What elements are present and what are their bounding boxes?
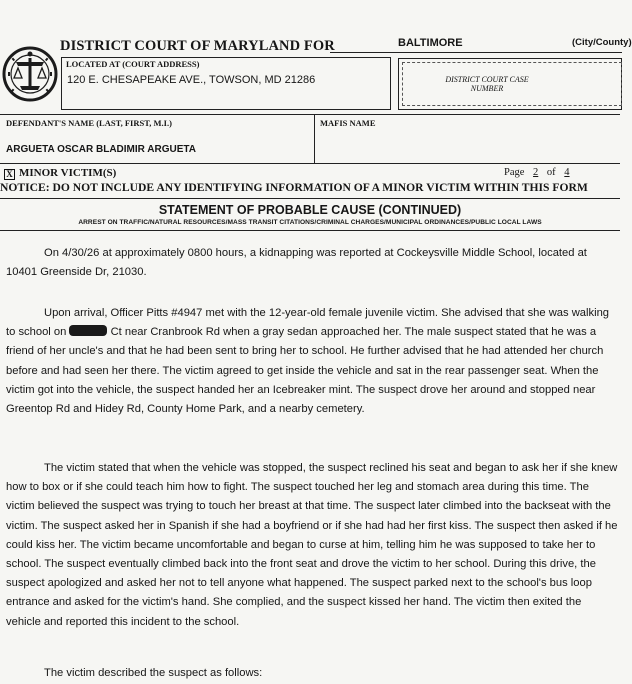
defendant-name-value: ARGUETA OSCAR BLADIMIR ARGUETA: [6, 144, 196, 155]
defendant-name-label: DEFENDANT'S NAME (LAST, FIRST, M.I.): [6, 118, 172, 128]
page-current: 2: [533, 167, 539, 178]
divider-line: [0, 198, 620, 199]
paragraph-text: Upon arrival, Officer Pitts #4947 met with the 12-year-old female juvenile victim. She advised that she was walking to school on: [6, 307, 610, 339]
court-address-label: LOCATED AT (COURT ADDRESS): [66, 59, 200, 69]
minor-victim-label: MINOR VICTIM(S): [19, 167, 117, 179]
paragraph-text: Ct near Cranbrook Rd when a gray sedan approached her. The male suspect stated that he was a friend of her uncle's and that he had been sent to bring her to school. He further advised that he had attended her church before and had seen her there. The victim agreed to get inside the vehicle and sat in the rear passenger seat. When the victim got into the vehicle, the suspect handed her an Icebreaker mint. The suspect drove her around and stopped near Greentop Rd and Hidey Rd, County Home Park, and a nearby cemetery.: [6, 326, 604, 416]
statement-paragraph: [6, 304, 618, 419]
court-title: DISTRICT COURT OF MARYLAND FOR: [60, 38, 335, 54]
divider-line: [0, 163, 620, 164]
minor-victim-checkbox: X: [4, 169, 15, 180]
page-number: [504, 167, 576, 178]
statement-subtitle: ARREST ON TRAFFIC/NATURAL RESOURCES/MASS TRANSIT CITATIONS/CRIMINAL CHARGES/MUNICIPAL ORDINANCES/PUBLIC LOCAL LAWS: [78, 219, 542, 226]
statement-paragraph: [6, 459, 618, 632]
paragraph-text: The victim described the suspect as follows:: [44, 667, 263, 679]
page-of-label: of: [546, 167, 556, 178]
paragraph-text: The victim stated that when the vehicle was stopped, the suspect reclined his seat and began to ask her if she knew how to box or if she could teach him how to fight. The suspect touched her leg and stomach area during this time. The victim believed the suspect was trying to touch her breast at that time. The suspect later climbed into the backseat with the victim. The suspect asked her in Spanish if she had a boyfriend or if she had had her first kiss. The suspect then asked if he could kiss her. The victim became uncomfortable and began to curse at him, telling him he was supposed to take her to school. The suspect eventually climbed back into the front seat and drove the victim to her school. During this drive, the suspect apologized and asked her not to tell anyone what happened. The suspect parked next to the school's bus loop entrance and asked for the victim's hand. She complied, and the suspect kissed her hand. The victim then exited the vehicle and reported this incident to the school.: [6, 462, 618, 628]
county-type-label: (City/County): [572, 37, 632, 48]
redaction-mark: [69, 325, 107, 336]
county-line: [330, 52, 622, 53]
page-label: Page: [504, 167, 525, 178]
case-number-label: DISTRICT COURT CASE NUMBER: [445, 75, 529, 93]
statement-title: STATEMENT OF PROBABLE CAUSE (CONTINUED): [158, 203, 462, 217]
page-total: 4: [564, 167, 570, 178]
divider-line: [0, 230, 620, 231]
court-seal-icon: [2, 32, 58, 116]
divider-line: [0, 114, 620, 115]
statement-paragraph: [6, 664, 618, 683]
statement-paragraph: [6, 244, 618, 282]
court-address-value: 120 E. CHESAPEAKE AVE., TOWSON, MD 21286: [67, 74, 316, 86]
minor-victim-field: [4, 167, 116, 180]
mafis-name-label: MAFIS NAME: [320, 118, 376, 128]
divider-vertical: [314, 114, 315, 163]
county-value: BALTIMORE: [398, 37, 463, 49]
minor-victim-notice: NOTICE: DO NOT INCLUDE ANY IDENTIFYING INFORMATION OF A MINOR VICTIM WITHIN THIS FORM: [0, 181, 588, 194]
paragraph-text: On 4/30/26 at approximately 0800 hours, a kidnapping was reported at Cockeysville Middle School, located at 10401 Greenside Dr, 21030.: [6, 247, 587, 279]
